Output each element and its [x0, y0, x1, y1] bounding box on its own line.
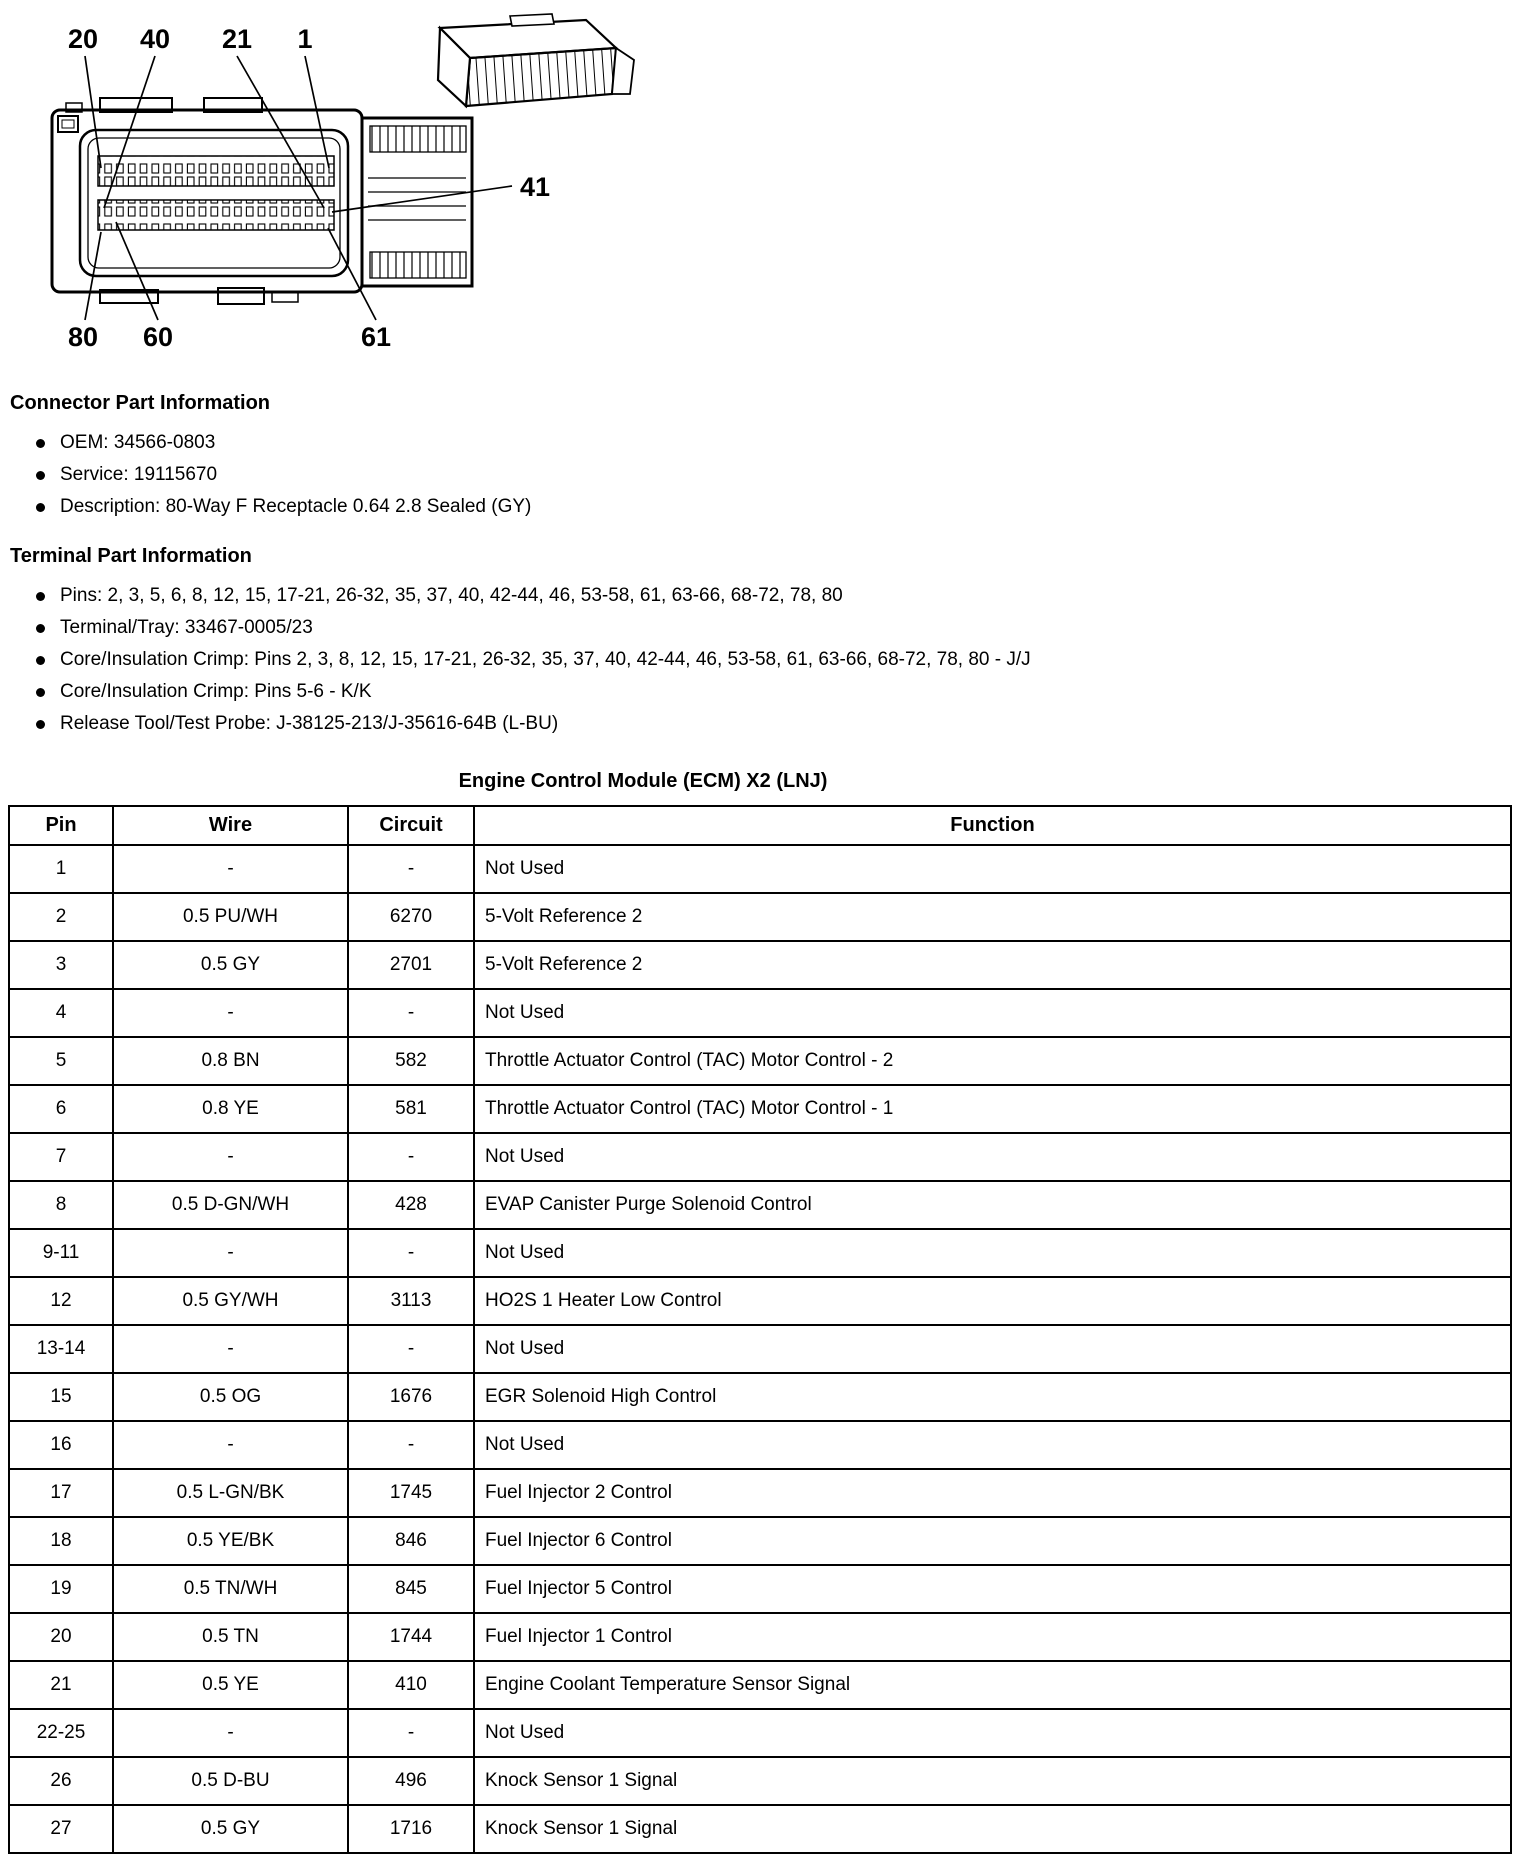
- table-row: [9, 941, 1511, 989]
- table-row: [9, 1469, 1511, 1517]
- table-row: [9, 1181, 1511, 1229]
- cell-circuit: 1716: [348, 1805, 474, 1853]
- cell-wire: -: [113, 1133, 348, 1181]
- table-row: [9, 1565, 1511, 1613]
- cell-function: Not Used: [474, 845, 1511, 893]
- cell-pin: 19: [9, 1565, 113, 1613]
- bullet-item: Pins: 2, 3, 5, 6, 8, 12, 15, 17-21, 26-32, 35, 37, 40, 42-44, 46, 53-58, 61, 63-66, 68-72, 78, 80: [34, 580, 1512, 612]
- callout-label-right: 41: [520, 172, 551, 202]
- connector-side-view: [362, 118, 472, 286]
- callout-label-bottom-1: 80: [67, 322, 99, 352]
- cell-function: Fuel Injector 1 Control: [474, 1613, 1511, 1661]
- cell-circuit: 1744: [348, 1613, 474, 1661]
- cell-circuit: 581: [348, 1085, 474, 1133]
- cell-pin: 9-11: [9, 1229, 113, 1277]
- table-row: [9, 1421, 1511, 1469]
- cell-wire: -: [113, 1709, 348, 1757]
- cell-pin: 4: [9, 989, 113, 1037]
- callout-label-top-1: 20: [67, 24, 99, 54]
- table-row: [9, 1133, 1511, 1181]
- cell-function: Engine Coolant Temperature Sensor Signal: [474, 1661, 1511, 1709]
- cell-pin: 20: [9, 1613, 113, 1661]
- table-row: [9, 1085, 1511, 1133]
- table-row: [9, 893, 1511, 941]
- cell-function: Not Used: [474, 1229, 1511, 1277]
- cell-pin: 27: [9, 1805, 113, 1853]
- cell-wire: -: [113, 845, 348, 893]
- cell-function: Not Used: [474, 989, 1511, 1037]
- cell-pin: 18: [9, 1517, 113, 1565]
- cell-circuit: 1745: [348, 1469, 474, 1517]
- cell-circuit: -: [348, 845, 474, 893]
- table-row: [9, 1757, 1511, 1805]
- cell-function: Fuel Injector 2 Control: [474, 1469, 1511, 1517]
- connector-diagram: [8, 10, 668, 362]
- cell-wire: 0.5 GY: [113, 941, 348, 989]
- cell-wire: 0.5 YE: [113, 1661, 348, 1709]
- cell-circuit: -: [348, 1229, 474, 1277]
- header-pin: Pin: [9, 806, 113, 845]
- cell-function: Fuel Injector 6 Control: [474, 1517, 1511, 1565]
- cell-circuit: 410: [348, 1661, 474, 1709]
- callout-label-top-3: 21: [221, 24, 253, 54]
- pinout-table: [8, 805, 1512, 1854]
- cell-circuit: 496: [348, 1757, 474, 1805]
- cell-circuit: -: [348, 989, 474, 1037]
- cell-wire: 0.5 YE/BK: [113, 1517, 348, 1565]
- pin-row-lower: [98, 200, 334, 230]
- cell-function: Not Used: [474, 1709, 1511, 1757]
- table-row: [9, 989, 1511, 1037]
- cell-pin: 12: [9, 1277, 113, 1325]
- connector-perspective-view: [438, 14, 634, 106]
- cell-function: Not Used: [474, 1133, 1511, 1181]
- cell-pin: 22-25: [9, 1709, 113, 1757]
- cell-wire: -: [113, 989, 348, 1037]
- cell-circuit: 1676: [348, 1373, 474, 1421]
- cell-function: Not Used: [474, 1421, 1511, 1469]
- cell-pin: 16: [9, 1421, 113, 1469]
- callout-label-bottom-2: 60: [142, 322, 174, 352]
- header-circuit: Circuit: [348, 806, 474, 845]
- connector-part-info-list: [8, 427, 1512, 523]
- cell-pin: 13-14: [9, 1325, 113, 1373]
- callout-label-top-4: 1: [297, 24, 313, 54]
- cell-circuit: -: [348, 1133, 474, 1181]
- cell-function: 5-Volt Reference 2: [474, 941, 1511, 989]
- header-wire: Wire: [113, 806, 348, 845]
- cell-pin: 7: [9, 1133, 113, 1181]
- bullet-item: Release Tool/Test Probe: J-38125-213/J-35616-64B (L-BU): [34, 708, 1512, 740]
- callout-label-bottom-3: 61: [360, 322, 392, 352]
- terminal-part-info-heading: Terminal Part Information: [10, 545, 252, 567]
- cell-wire: 0.5 TN: [113, 1613, 348, 1661]
- cell-wire: 0.5 GY: [113, 1805, 348, 1853]
- table-row: [9, 1325, 1511, 1373]
- callout-leader-lines: [85, 56, 512, 320]
- cell-circuit: 845: [348, 1565, 474, 1613]
- table-header-row: [9, 806, 1511, 845]
- table-row: [9, 1661, 1511, 1709]
- pinout-table-body: [9, 845, 1511, 1853]
- cell-pin: 6: [9, 1085, 113, 1133]
- cell-pin: 3: [9, 941, 113, 989]
- cell-function: Knock Sensor 1 Signal: [474, 1805, 1511, 1853]
- cell-function: Fuel Injector 5 Control: [474, 1565, 1511, 1613]
- cell-circuit: 428: [348, 1181, 474, 1229]
- cell-pin: 8: [9, 1181, 113, 1229]
- table-row: [9, 1229, 1511, 1277]
- cell-function: Not Used: [474, 1325, 1511, 1373]
- cell-wire: 0.5 OG: [113, 1373, 348, 1421]
- pin-row-upper: [98, 156, 334, 186]
- terminal-part-info-list: [8, 580, 1512, 740]
- cell-pin: 1: [9, 845, 113, 893]
- cell-pin: 17: [9, 1469, 113, 1517]
- cell-wire: 0.5 TN/WH: [113, 1565, 348, 1613]
- cell-circuit: 2701: [348, 941, 474, 989]
- table-row: [9, 845, 1511, 893]
- bullet-item: Core/Insulation Crimp: Pins 2, 3, 8, 12, 15, 17-21, 26-32, 35, 37, 40, 42-44, 46, 53-58, 61, 63-66, 68-72, 78, 80 - J/J: [34, 644, 1512, 676]
- cell-circuit: -: [348, 1325, 474, 1373]
- connector-front-view: [52, 98, 362, 304]
- cell-circuit: 846: [348, 1517, 474, 1565]
- cell-pin: 26: [9, 1757, 113, 1805]
- cell-function: Throttle Actuator Control (TAC) Motor Control - 2: [474, 1037, 1511, 1085]
- cell-circuit: -: [348, 1709, 474, 1757]
- bullet-item: Terminal/Tray: 33467-0005/23: [34, 612, 1512, 644]
- cell-wire: 0.5 PU/WH: [113, 893, 348, 941]
- table-row: [9, 1517, 1511, 1565]
- table-row: [9, 1805, 1511, 1853]
- cell-pin: 21: [9, 1661, 113, 1709]
- table-title: Engine Control Module (ECM) X2 (LNJ): [458, 770, 828, 792]
- bullet-item: Description: 80-Way F Receptacle 0.64 2.8 Sealed (GY): [34, 491, 1512, 523]
- cell-function: 5-Volt Reference 2: [474, 893, 1511, 941]
- table-row: [9, 1373, 1511, 1421]
- cell-circuit: 582: [348, 1037, 474, 1085]
- table-row: [9, 1709, 1511, 1757]
- cell-wire: 0.5 D-GN/WH: [113, 1181, 348, 1229]
- table-row: [9, 1037, 1511, 1085]
- cell-function: EGR Solenoid High Control: [474, 1373, 1511, 1421]
- connector-part-info-heading: Connector Part Information: [10, 392, 271, 414]
- cell-wire: -: [113, 1421, 348, 1469]
- cell-wire: -: [113, 1229, 348, 1277]
- cell-pin: 5: [9, 1037, 113, 1085]
- cell-function: HO2S 1 Heater Low Control: [474, 1277, 1511, 1325]
- table-row: [9, 1613, 1511, 1661]
- cell-circuit: -: [348, 1421, 474, 1469]
- header-function: Function: [474, 806, 1511, 845]
- cell-wire: -: [113, 1325, 348, 1373]
- table-title-wrap: [8, 770, 1278, 793]
- bullet-item: OEM: 34566-0803: [34, 427, 1512, 459]
- callout-label-top-2: 40: [139, 24, 171, 54]
- cell-circuit: 6270: [348, 893, 474, 941]
- cell-pin: 2: [9, 893, 113, 941]
- cell-pin: 15: [9, 1373, 113, 1421]
- cell-wire: 0.8 YE: [113, 1085, 348, 1133]
- cell-function: Throttle Actuator Control (TAC) Motor Control - 1: [474, 1085, 1511, 1133]
- cell-circuit: 3113: [348, 1277, 474, 1325]
- cell-wire: 0.5 D-BU: [113, 1757, 348, 1805]
- cell-function: Knock Sensor 1 Signal: [474, 1757, 1511, 1805]
- cell-wire: 0.8 BN: [113, 1037, 348, 1085]
- cell-wire: 0.5 GY/WH: [113, 1277, 348, 1325]
- cell-wire: 0.5 L-GN/BK: [113, 1469, 348, 1517]
- bullet-item: Service: 19115670: [34, 459, 1512, 491]
- table-row: [9, 1277, 1511, 1325]
- bullet-item: Core/Insulation Crimp: Pins 5-6 - K/K: [34, 676, 1512, 708]
- cell-function: EVAP Canister Purge Solenoid Control: [474, 1181, 1511, 1229]
